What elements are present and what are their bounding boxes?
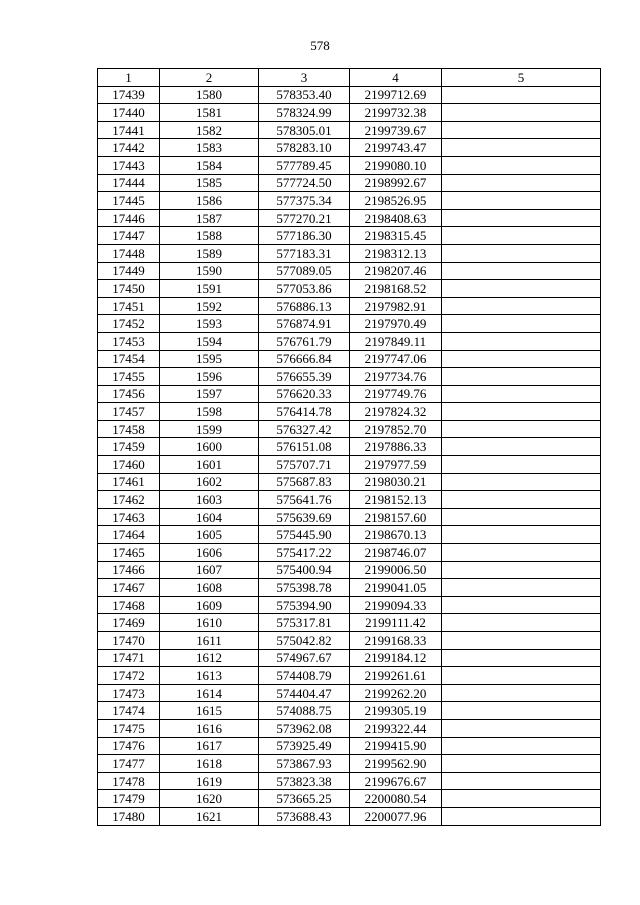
- table-cell: 2199184.12: [350, 649, 442, 667]
- coordinates-table: [97, 68, 601, 826]
- table-cell: 2197970.49: [350, 315, 442, 333]
- table-cell: 1608: [160, 579, 259, 597]
- table-cell: [442, 209, 601, 227]
- table-cell: 17452: [98, 315, 160, 333]
- table-cell: 1616: [160, 719, 259, 737]
- table-cell: 2199322.44: [350, 719, 442, 737]
- table-cell: 17443: [98, 156, 160, 174]
- table-cell: 2198168.52: [350, 280, 442, 298]
- table-cell: [442, 403, 601, 421]
- table-cell: 576151.08: [259, 438, 350, 456]
- column-header: 5: [442, 69, 601, 87]
- table-cell: [442, 807, 601, 825]
- table-cell: [442, 596, 601, 614]
- table-cell: 1585: [160, 174, 259, 192]
- table-cell: [442, 368, 601, 386]
- page-number: 578: [310, 38, 330, 53]
- table-cell: [442, 456, 601, 474]
- table-cell: 1592: [160, 297, 259, 315]
- table-cell: 17460: [98, 456, 160, 474]
- table-row: [98, 473, 601, 491]
- table-cell: 1612: [160, 649, 259, 667]
- table-cell: [442, 614, 601, 632]
- table-cell: 2199305.19: [350, 702, 442, 720]
- table-cell: [442, 755, 601, 773]
- table-cell: 2199262.20: [350, 684, 442, 702]
- table-row: [98, 420, 601, 438]
- table-cell: 1615: [160, 702, 259, 720]
- column-header: 3: [259, 69, 350, 87]
- table-row: [98, 244, 601, 262]
- table-cell: 17464: [98, 526, 160, 544]
- table-cell: 577724.50: [259, 174, 350, 192]
- table-cell: 2197886.33: [350, 438, 442, 456]
- table-cell: [442, 438, 601, 456]
- table-cell: [442, 561, 601, 579]
- table-cell: 2197852.70: [350, 420, 442, 438]
- table-cell: 578305.01: [259, 121, 350, 139]
- table-cell: 17479: [98, 790, 160, 808]
- table-cell: 575400.94: [259, 561, 350, 579]
- table-cell: [442, 526, 601, 544]
- table-row: [98, 315, 601, 333]
- table-cell: [442, 315, 601, 333]
- table-cell: 2197734.76: [350, 368, 442, 386]
- table-cell: 17446: [98, 209, 160, 227]
- table-cell: 1602: [160, 473, 259, 491]
- table-cell: 574967.67: [259, 649, 350, 667]
- table-cell: 575042.82: [259, 632, 350, 650]
- table-cell: 17451: [98, 297, 160, 315]
- table-cell: 576655.39: [259, 368, 350, 386]
- table-row: [98, 807, 601, 825]
- table-row: [98, 596, 601, 614]
- column-header: 2: [160, 69, 259, 87]
- table-cell: 2198992.67: [350, 174, 442, 192]
- table-cell: 2198746.07: [350, 544, 442, 562]
- table-cell: 1617: [160, 737, 259, 755]
- table-row: [98, 438, 601, 456]
- table-cell: 17474: [98, 702, 160, 720]
- table-cell: 578283.10: [259, 139, 350, 157]
- table-cell: 17459: [98, 438, 160, 456]
- table-cell: 577186.30: [259, 227, 350, 245]
- table-row: [98, 227, 601, 245]
- table-cell: 2197747.06: [350, 350, 442, 368]
- table-cell: 1593: [160, 315, 259, 333]
- table-cell: 2197749.76: [350, 385, 442, 403]
- table-cell: 2197977.59: [350, 456, 442, 474]
- table-cell: 577270.21: [259, 209, 350, 227]
- table-cell: 1607: [160, 561, 259, 579]
- table-cell: 574088.75: [259, 702, 350, 720]
- table-cell: 2198312.13: [350, 244, 442, 262]
- table-cell: [442, 121, 601, 139]
- table-cell: [442, 280, 601, 298]
- table-cell: 2198157.60: [350, 508, 442, 526]
- table-header-row: [98, 69, 601, 87]
- table-row: [98, 579, 601, 597]
- table-cell: 2198526.95: [350, 192, 442, 210]
- table-cell: 17445: [98, 192, 160, 210]
- table-cell: 17439: [98, 86, 160, 104]
- table-cell: 576666.84: [259, 350, 350, 368]
- table-cell: 2198408.63: [350, 209, 442, 227]
- table-cell: 1604: [160, 508, 259, 526]
- table-cell: 2197982.91: [350, 297, 442, 315]
- table-cell: 578353.40: [259, 86, 350, 104]
- table-cell: 577789.45: [259, 156, 350, 174]
- table-cell: 576620.33: [259, 385, 350, 403]
- table-cell: 1603: [160, 491, 259, 509]
- table-row: [98, 104, 601, 122]
- table-cell: 17463: [98, 508, 160, 526]
- table-cell: 1601: [160, 456, 259, 474]
- table-cell: [442, 473, 601, 491]
- table-cell: 2200080.54: [350, 790, 442, 808]
- table-row: [98, 649, 601, 667]
- table-cell: 1580: [160, 86, 259, 104]
- table-row: [98, 297, 601, 315]
- table-cell: 17473: [98, 684, 160, 702]
- table-cell: 1588: [160, 227, 259, 245]
- table-cell: 577089.05: [259, 262, 350, 280]
- table-row: [98, 280, 601, 298]
- table-cell: 578324.99: [259, 104, 350, 122]
- table-cell: 17480: [98, 807, 160, 825]
- table-cell: 17455: [98, 368, 160, 386]
- table-cell: 17470: [98, 632, 160, 650]
- table-cell: 1606: [160, 544, 259, 562]
- table-cell: 2199676.67: [350, 772, 442, 790]
- table-cell: 1599: [160, 420, 259, 438]
- table-cell: 1620: [160, 790, 259, 808]
- table-row: [98, 368, 601, 386]
- table-cell: 17450: [98, 280, 160, 298]
- table-cell: 2198030.21: [350, 473, 442, 491]
- table-row: [98, 526, 601, 544]
- table-cell: 1611: [160, 632, 259, 650]
- column-header: 4: [350, 69, 442, 87]
- table-cell: 17471: [98, 649, 160, 667]
- table-row: [98, 350, 601, 368]
- table-cell: 1610: [160, 614, 259, 632]
- table-cell: 575707.71: [259, 456, 350, 474]
- table-cell: [442, 244, 601, 262]
- table-cell: 576874.91: [259, 315, 350, 333]
- table-cell: 1596: [160, 368, 259, 386]
- table-cell: 573867.93: [259, 755, 350, 773]
- table-cell: 1586: [160, 192, 259, 210]
- table-row: [98, 174, 601, 192]
- table-cell: 1584: [160, 156, 259, 174]
- table-cell: [442, 139, 601, 157]
- table-cell: 573688.43: [259, 807, 350, 825]
- table-cell: 1605: [160, 526, 259, 544]
- table-cell: 575394.90: [259, 596, 350, 614]
- table-cell: 2199041.05: [350, 579, 442, 597]
- table-cell: 576761.79: [259, 332, 350, 350]
- table-cell: 577183.31: [259, 244, 350, 262]
- table-cell: 1581: [160, 104, 259, 122]
- table-cell: 17461: [98, 473, 160, 491]
- table-cell: 17442: [98, 139, 160, 157]
- table-row: [98, 614, 601, 632]
- table-cell: 577053.86: [259, 280, 350, 298]
- table-cell: 1587: [160, 209, 259, 227]
- table-cell: [442, 667, 601, 685]
- table-cell: 2198207.46: [350, 262, 442, 280]
- table-cell: 17448: [98, 244, 160, 262]
- table-cell: [442, 737, 601, 755]
- table-row: [98, 192, 601, 210]
- table-cell: [442, 579, 601, 597]
- table-cell: 1594: [160, 332, 259, 350]
- table-cell: 575639.69: [259, 508, 350, 526]
- table-cell: [442, 262, 601, 280]
- table-cell: 17472: [98, 667, 160, 685]
- table-cell: 17465: [98, 544, 160, 562]
- table-cell: 2198152.13: [350, 491, 442, 509]
- table-cell: 1591: [160, 280, 259, 298]
- table-row: [98, 456, 601, 474]
- table-cell: 1597: [160, 385, 259, 403]
- table-cell: 2199743.47: [350, 139, 442, 157]
- table-cell: 1590: [160, 262, 259, 280]
- table-cell: 1613: [160, 667, 259, 685]
- table-cell: 1618: [160, 755, 259, 773]
- table-row: [98, 262, 601, 280]
- table-cell: 1600: [160, 438, 259, 456]
- table-row: [98, 684, 601, 702]
- table-cell: [442, 491, 601, 509]
- table-row: [98, 790, 601, 808]
- table-cell: 1582: [160, 121, 259, 139]
- table-cell: [442, 174, 601, 192]
- table-row: [98, 332, 601, 350]
- table-cell: [442, 156, 601, 174]
- table-row: [98, 755, 601, 773]
- table-cell: 575445.90: [259, 526, 350, 544]
- table-cell: 577375.34: [259, 192, 350, 210]
- table-cell: 576327.42: [259, 420, 350, 438]
- table-cell: 575317.81: [259, 614, 350, 632]
- table-row: [98, 385, 601, 403]
- table-cell: 2199080.10: [350, 156, 442, 174]
- table-row: [98, 403, 601, 421]
- table-cell: 2199168.33: [350, 632, 442, 650]
- table-cell: [442, 508, 601, 526]
- table-row: [98, 139, 601, 157]
- table-cell: 17469: [98, 614, 160, 632]
- table-cell: [442, 332, 601, 350]
- table-cell: [442, 192, 601, 210]
- table-cell: 1589: [160, 244, 259, 262]
- table-cell: 1583: [160, 139, 259, 157]
- table-row: [98, 121, 601, 139]
- table-row: [98, 719, 601, 737]
- table-cell: 2197849.11: [350, 332, 442, 350]
- table-cell: [442, 385, 601, 403]
- table-cell: 1595: [160, 350, 259, 368]
- table-cell: 17477: [98, 755, 160, 773]
- table-cell: 574404.47: [259, 684, 350, 702]
- table-cell: 17476: [98, 737, 160, 755]
- table-row: [98, 667, 601, 685]
- table-cell: 576886.13: [259, 297, 350, 315]
- table-cell: 2197824.32: [350, 403, 442, 421]
- table-cell: [442, 227, 601, 245]
- table-cell: 2199562.90: [350, 755, 442, 773]
- table-cell: 17462: [98, 491, 160, 509]
- table-cell: 1614: [160, 684, 259, 702]
- table-cell: 2199415.90: [350, 737, 442, 755]
- column-header: 1: [98, 69, 160, 87]
- table-cell: 17478: [98, 772, 160, 790]
- table-row: [98, 561, 601, 579]
- table-cell: [442, 104, 601, 122]
- table-row: [98, 632, 601, 650]
- table-cell: 17454: [98, 350, 160, 368]
- table-cell: [442, 719, 601, 737]
- table-cell: 17456: [98, 385, 160, 403]
- table-cell: 575417.22: [259, 544, 350, 562]
- table-cell: 2198670.13: [350, 526, 442, 544]
- table-cell: 2200077.96: [350, 807, 442, 825]
- table-cell: [442, 420, 601, 438]
- table-cell: [442, 297, 601, 315]
- table-cell: 573823.38: [259, 772, 350, 790]
- table-cell: 17457: [98, 403, 160, 421]
- table-row: [98, 737, 601, 755]
- table-cell: 575687.83: [259, 473, 350, 491]
- table-row: [98, 86, 601, 104]
- table-cell: 573962.08: [259, 719, 350, 737]
- table-cell: [442, 772, 601, 790]
- table-cell: 1609: [160, 596, 259, 614]
- table-cell: 17444: [98, 174, 160, 192]
- table-cell: 17475: [98, 719, 160, 737]
- table-cell: [442, 86, 601, 104]
- table-cell: 17467: [98, 579, 160, 597]
- table-cell: [442, 632, 601, 650]
- table-row: [98, 156, 601, 174]
- table-cell: 1619: [160, 772, 259, 790]
- table-row: [98, 508, 601, 526]
- table-cell: 17449: [98, 262, 160, 280]
- table-cell: 2199732.38: [350, 104, 442, 122]
- table-row: [98, 772, 601, 790]
- table-cell: 574408.79: [259, 667, 350, 685]
- table-cell: [442, 544, 601, 562]
- table-cell: 2199739.67: [350, 121, 442, 139]
- table-cell: 2199094.33: [350, 596, 442, 614]
- table-cell: 1621: [160, 807, 259, 825]
- table-cell: 1598: [160, 403, 259, 421]
- table-cell: [442, 702, 601, 720]
- table-row: [98, 209, 601, 227]
- table-cell: 17447: [98, 227, 160, 245]
- table-cell: 17468: [98, 596, 160, 614]
- table-cell: [442, 790, 601, 808]
- table-cell: 2198315.45: [350, 227, 442, 245]
- table-row: [98, 491, 601, 509]
- table-cell: [442, 649, 601, 667]
- table-cell: 17453: [98, 332, 160, 350]
- table-cell: 2199712.69: [350, 86, 442, 104]
- table-cell: 17466: [98, 561, 160, 579]
- table-cell: [442, 350, 601, 368]
- table-cell: 576414.78: [259, 403, 350, 421]
- table-cell: 575641.76: [259, 491, 350, 509]
- table-cell: 573925.49: [259, 737, 350, 755]
- table-cell: 2199261.61: [350, 667, 442, 685]
- table-row: [98, 702, 601, 720]
- table-cell: 573665.25: [259, 790, 350, 808]
- table-cell: 2199111.42: [350, 614, 442, 632]
- table-body: [98, 86, 601, 825]
- table-row: [98, 544, 601, 562]
- table-cell: 2199006.50: [350, 561, 442, 579]
- table-cell: 17458: [98, 420, 160, 438]
- table-cell: 17441: [98, 121, 160, 139]
- table-cell: 17440: [98, 104, 160, 122]
- table-cell: 575398.78: [259, 579, 350, 597]
- table-cell: [442, 684, 601, 702]
